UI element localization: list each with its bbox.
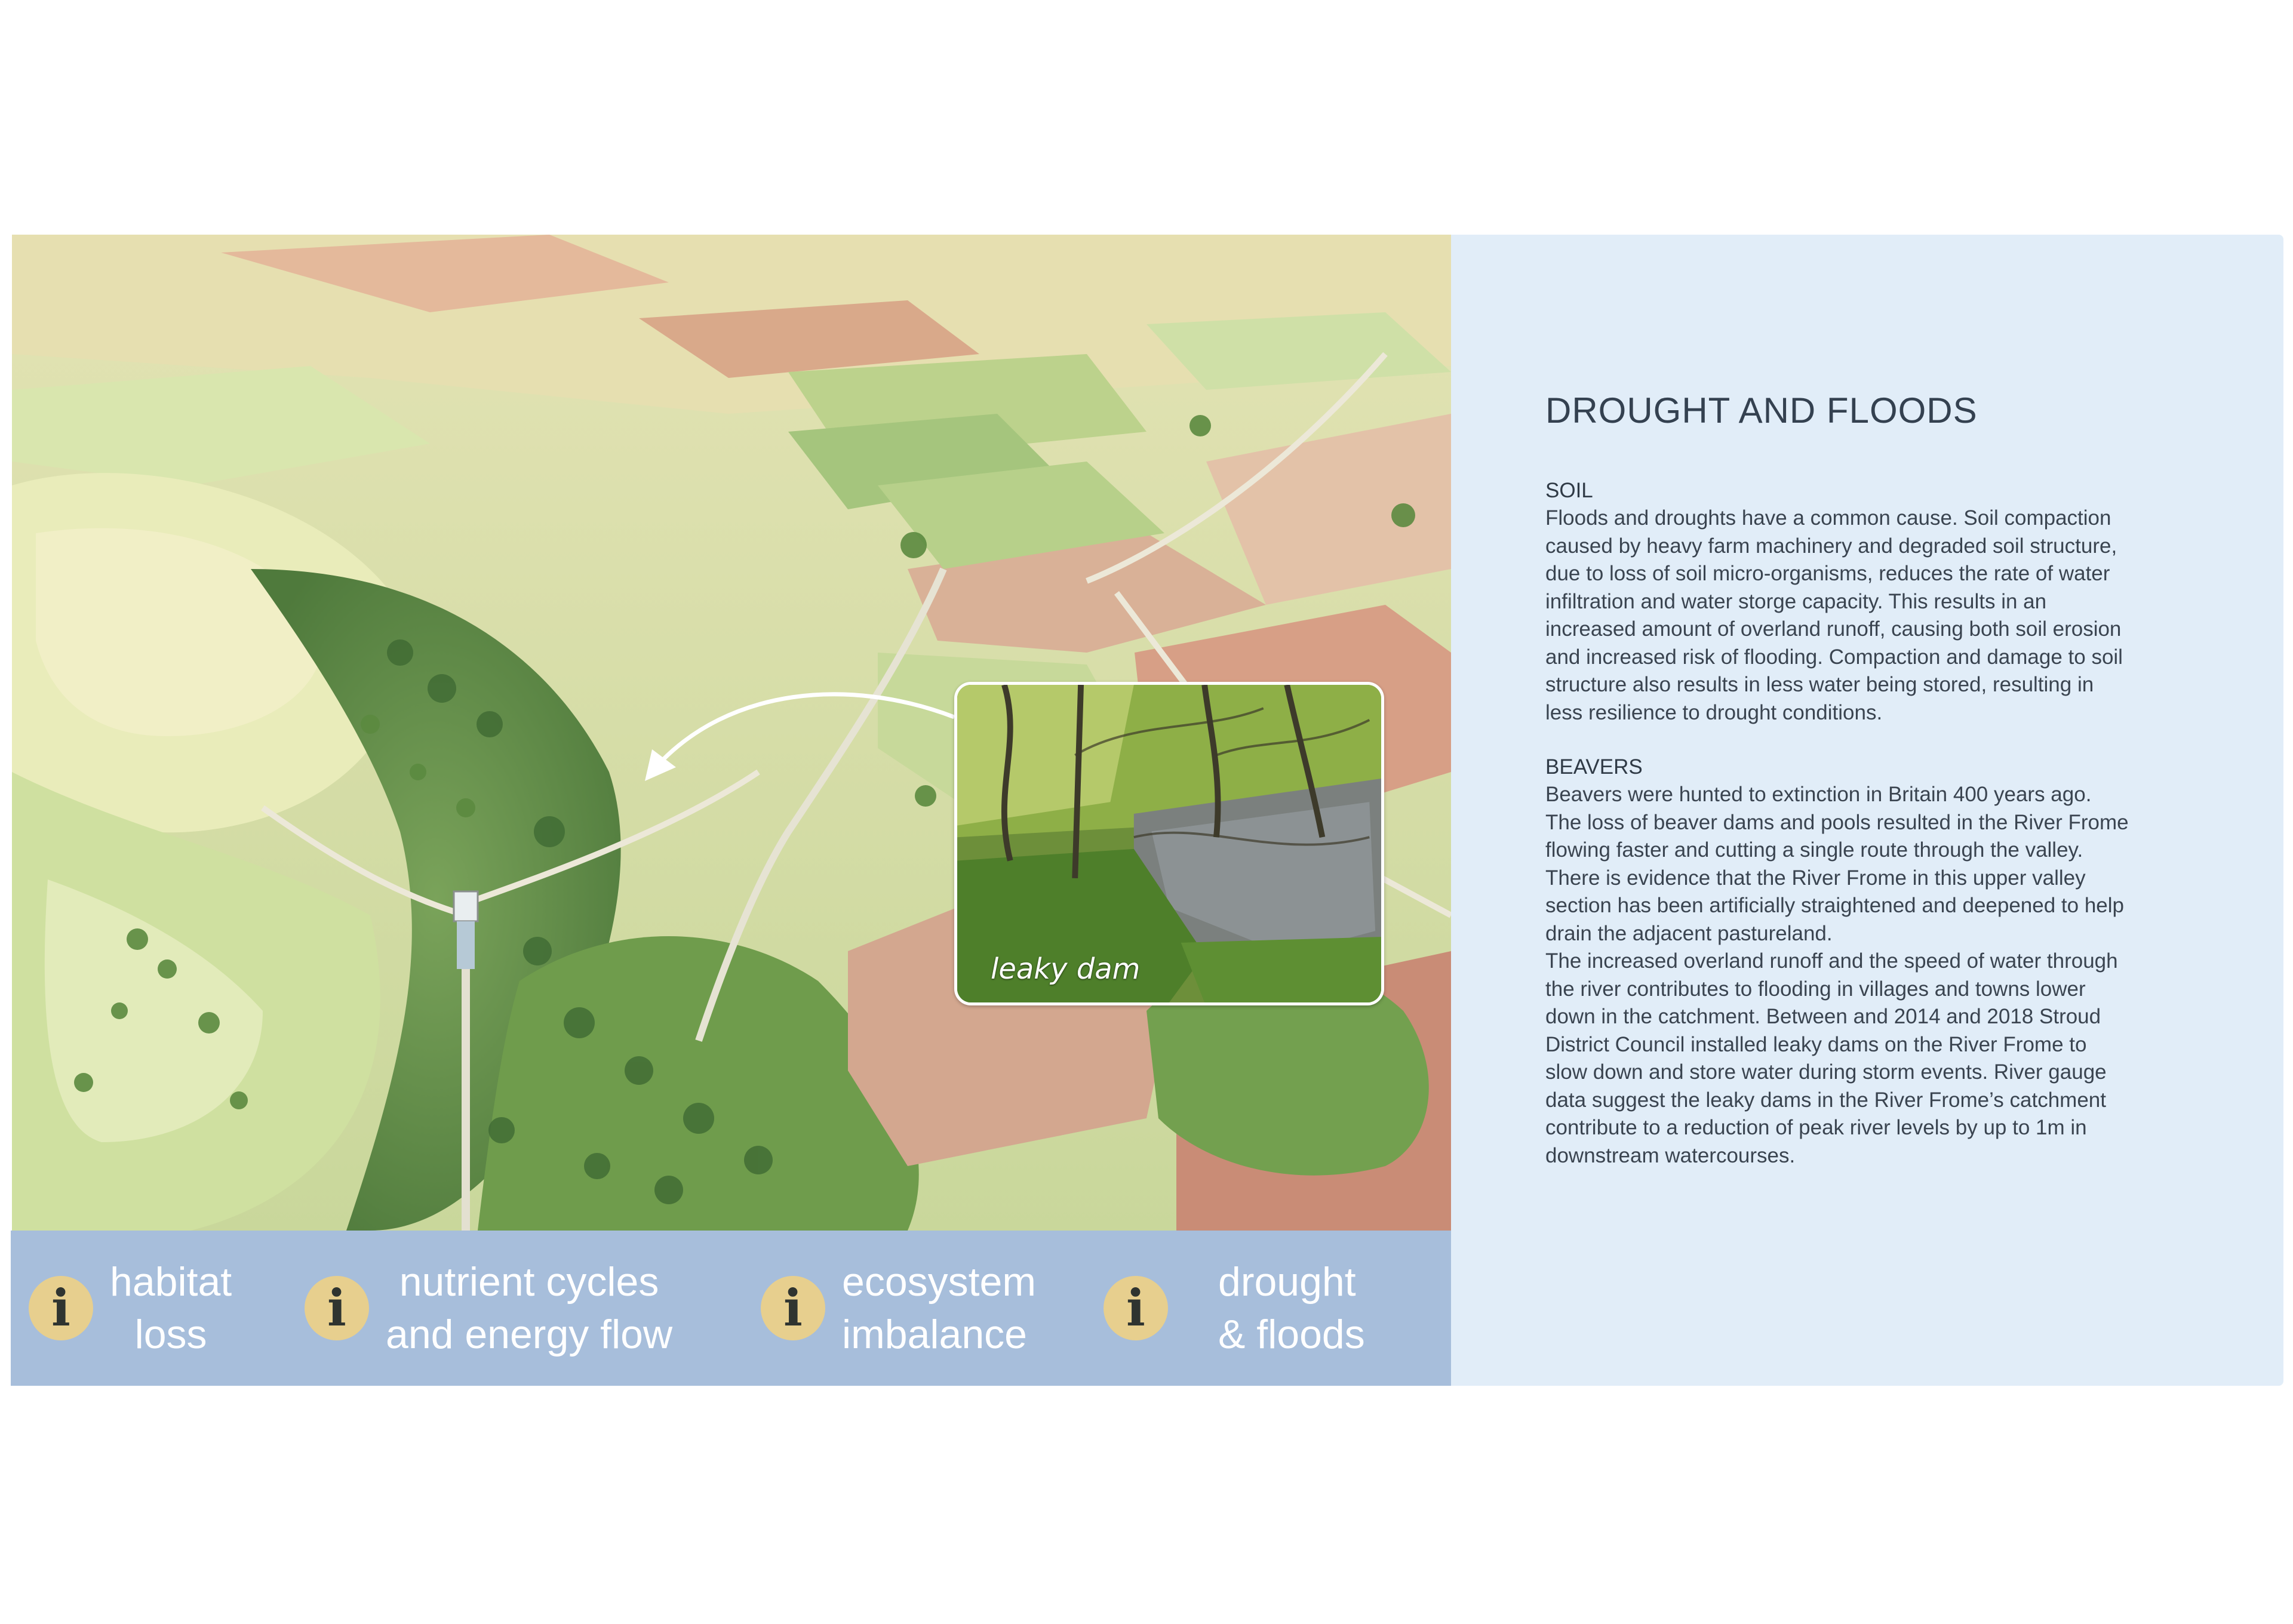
soil-heading: SOIL [1545, 479, 1593, 502]
paragraph-line: due to loss of soil micro-organisms, reduces the rate of water [1545, 562, 2110, 585]
paragraph-line: and increased risk of flooding. Compaction and damage to soil [1545, 645, 2123, 669]
paragraph-line: contribute to a reduction of peak river levels by up to 1m in [1545, 1116, 2087, 1139]
leaky-dam-photo[interactable] [954, 682, 1384, 1005]
beavers-section [1545, 753, 2160, 1170]
paragraph-line: Beavers were hunted to extinction in Britain 400 years ago. [1545, 783, 2092, 806]
paragraph-line: Floods and droughts have a common cause. Soil compaction [1545, 506, 2111, 530]
paragraph-line: District Council installed leaky dams on the River Frome to [1545, 1032, 2087, 1056]
info-icon[interactable]: i [305, 1276, 369, 1340]
paragraph-line: down in the catchment. Between and 2014 and 2018 Stroud [1545, 1005, 2101, 1028]
landscape-illustration [12, 235, 1451, 1231]
info-icon[interactable]: i [761, 1276, 825, 1340]
paragraph-line: The loss of beaver dams and pools resulted in the River Frome [1545, 810, 2129, 834]
info-item-nutrient-cycles[interactable] [305, 1231, 672, 1386]
paragraph-line: structure also results in less water being stored, resulting in [1545, 673, 2094, 696]
info-bar [11, 1231, 1451, 1386]
info-item-habitat-loss[interactable] [29, 1231, 232, 1386]
paragraph-line: increased amount of overland runoff, causing both soil erosion [1545, 617, 2122, 641]
paragraph-line: the river contributes to flooding in villages and towns lower [1545, 977, 2086, 1001]
beavers-paragraph [1545, 781, 2160, 1170]
paragraph-line: There is evidence that the River Frome in this upper valley [1545, 866, 2086, 890]
photo-caption: leaky dam [991, 952, 1141, 986]
info-label: drought & floods [1218, 1259, 1365, 1357]
paragraph-line: flowing faster and cutting a single route through the valley. [1545, 838, 2083, 862]
article-title: DROUGHT AND FLOODS [1545, 390, 1978, 430]
soil-paragraph [1545, 505, 2160, 727]
info-item-ecosystem-imbalance[interactable] [761, 1231, 1036, 1386]
info-item-drought-floods[interactable] [1104, 1231, 1365, 1386]
paragraph-line: drain the adjacent pastureland. [1545, 921, 1833, 945]
paragraph-line: data suggest the leaky dams in the River Frome’s catchment [1545, 1088, 2106, 1112]
info-label: ecosystem imbalance [842, 1259, 1036, 1357]
info-label: nutrient cycles and energy flow [386, 1259, 673, 1357]
info-icon[interactable]: i [29, 1276, 93, 1340]
paragraph-line: slow down and store water during storm events. River gauge [1545, 1060, 2107, 1084]
info-label: habitat loss [110, 1259, 232, 1357]
info-icon[interactable]: i [1104, 1276, 1168, 1340]
paragraph-line: downstream watercourses. [1545, 1143, 1796, 1167]
paragraph-line: less resilience to drought conditions. [1545, 700, 1883, 724]
paragraph-line: infiltration and water storge capacity. This results in an [1545, 589, 2047, 613]
beavers-heading: BEAVERS [1545, 755, 1643, 779]
paragraph-line: caused by heavy farm machinery and degraded soil structure, [1545, 534, 2117, 558]
paragraph-line: section has been artificially straightened and deepened to help [1545, 894, 2125, 917]
soil-section [1545, 476, 2160, 727]
article-panel [1451, 235, 2283, 1386]
paragraph-line: The increased overland runoff and the speed of water through [1545, 949, 2118, 973]
